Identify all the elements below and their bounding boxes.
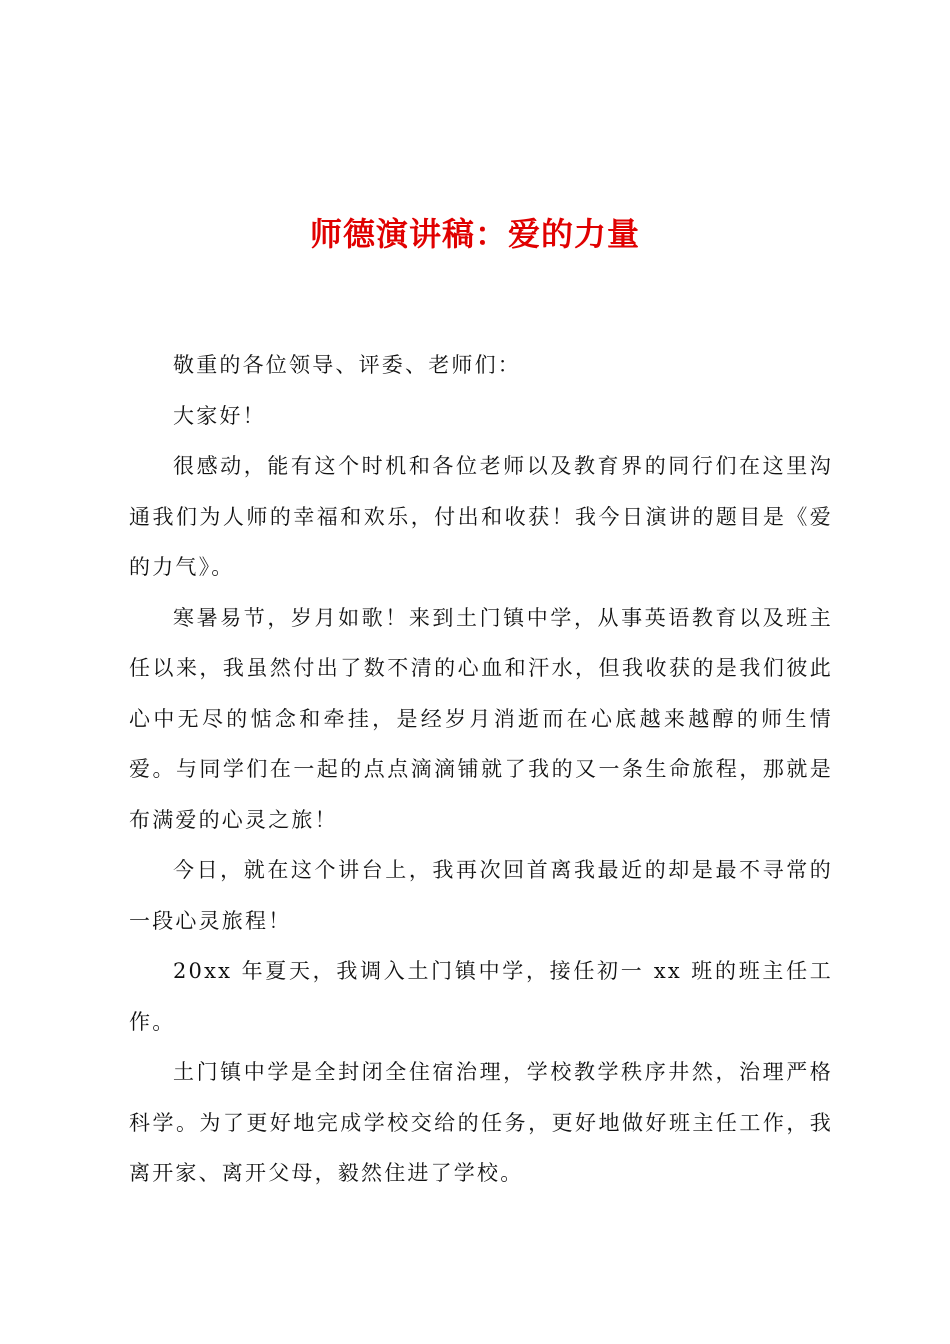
document-title: 师德演讲稿：爱的力量 <box>309 215 640 253</box>
paragraph-greeting: 大家好！ <box>173 403 266 428</box>
paragraph-school: 土门镇中学是全封闭全住宿治理，学校教学秩序井然，治理严格科学。为了更好地完成学校交给的任务，更好地做好班主任工作，我离开家、离开父母，毅然住进了学校。 <box>129 1060 833 1185</box>
paragraph-summer: 20xx 年夏天，我调入土门镇中学，接任初一 xx 班的班主任工作。 <box>129 959 833 1034</box>
paragraph-salutation: 敬重的各位领导、评委、老师们： <box>173 353 521 377</box>
paragraph-today: 今日，就在这个讲台上，我再次回首离我最近的却是最不寻常的一段心灵旅程！ <box>129 858 833 933</box>
paragraph-intro: 很感动，能有这个时机和各位老师以及教育界的同行们在这里沟通我们为人师的幸福和欢乐，付出和收获！我今日演讲的题目是《爱的力气》。 <box>129 454 833 579</box>
document-body <box>129 340 833 1199</box>
paragraph-experience: 寒暑易节，岁月如歌！来到土门镇中学，从事英语教育以及班主任以来，我虽然付出了数不清的心血和汗水，但我收获的是我们彼此心中无尽的惦念和牵挂，是经岁月消逝而在心底越来越醇的师生情爱。与同学们在一起的点点滴滴铺就了我的又一条生命旅程，那就是布满爱的心灵之旅！ <box>129 605 833 832</box>
